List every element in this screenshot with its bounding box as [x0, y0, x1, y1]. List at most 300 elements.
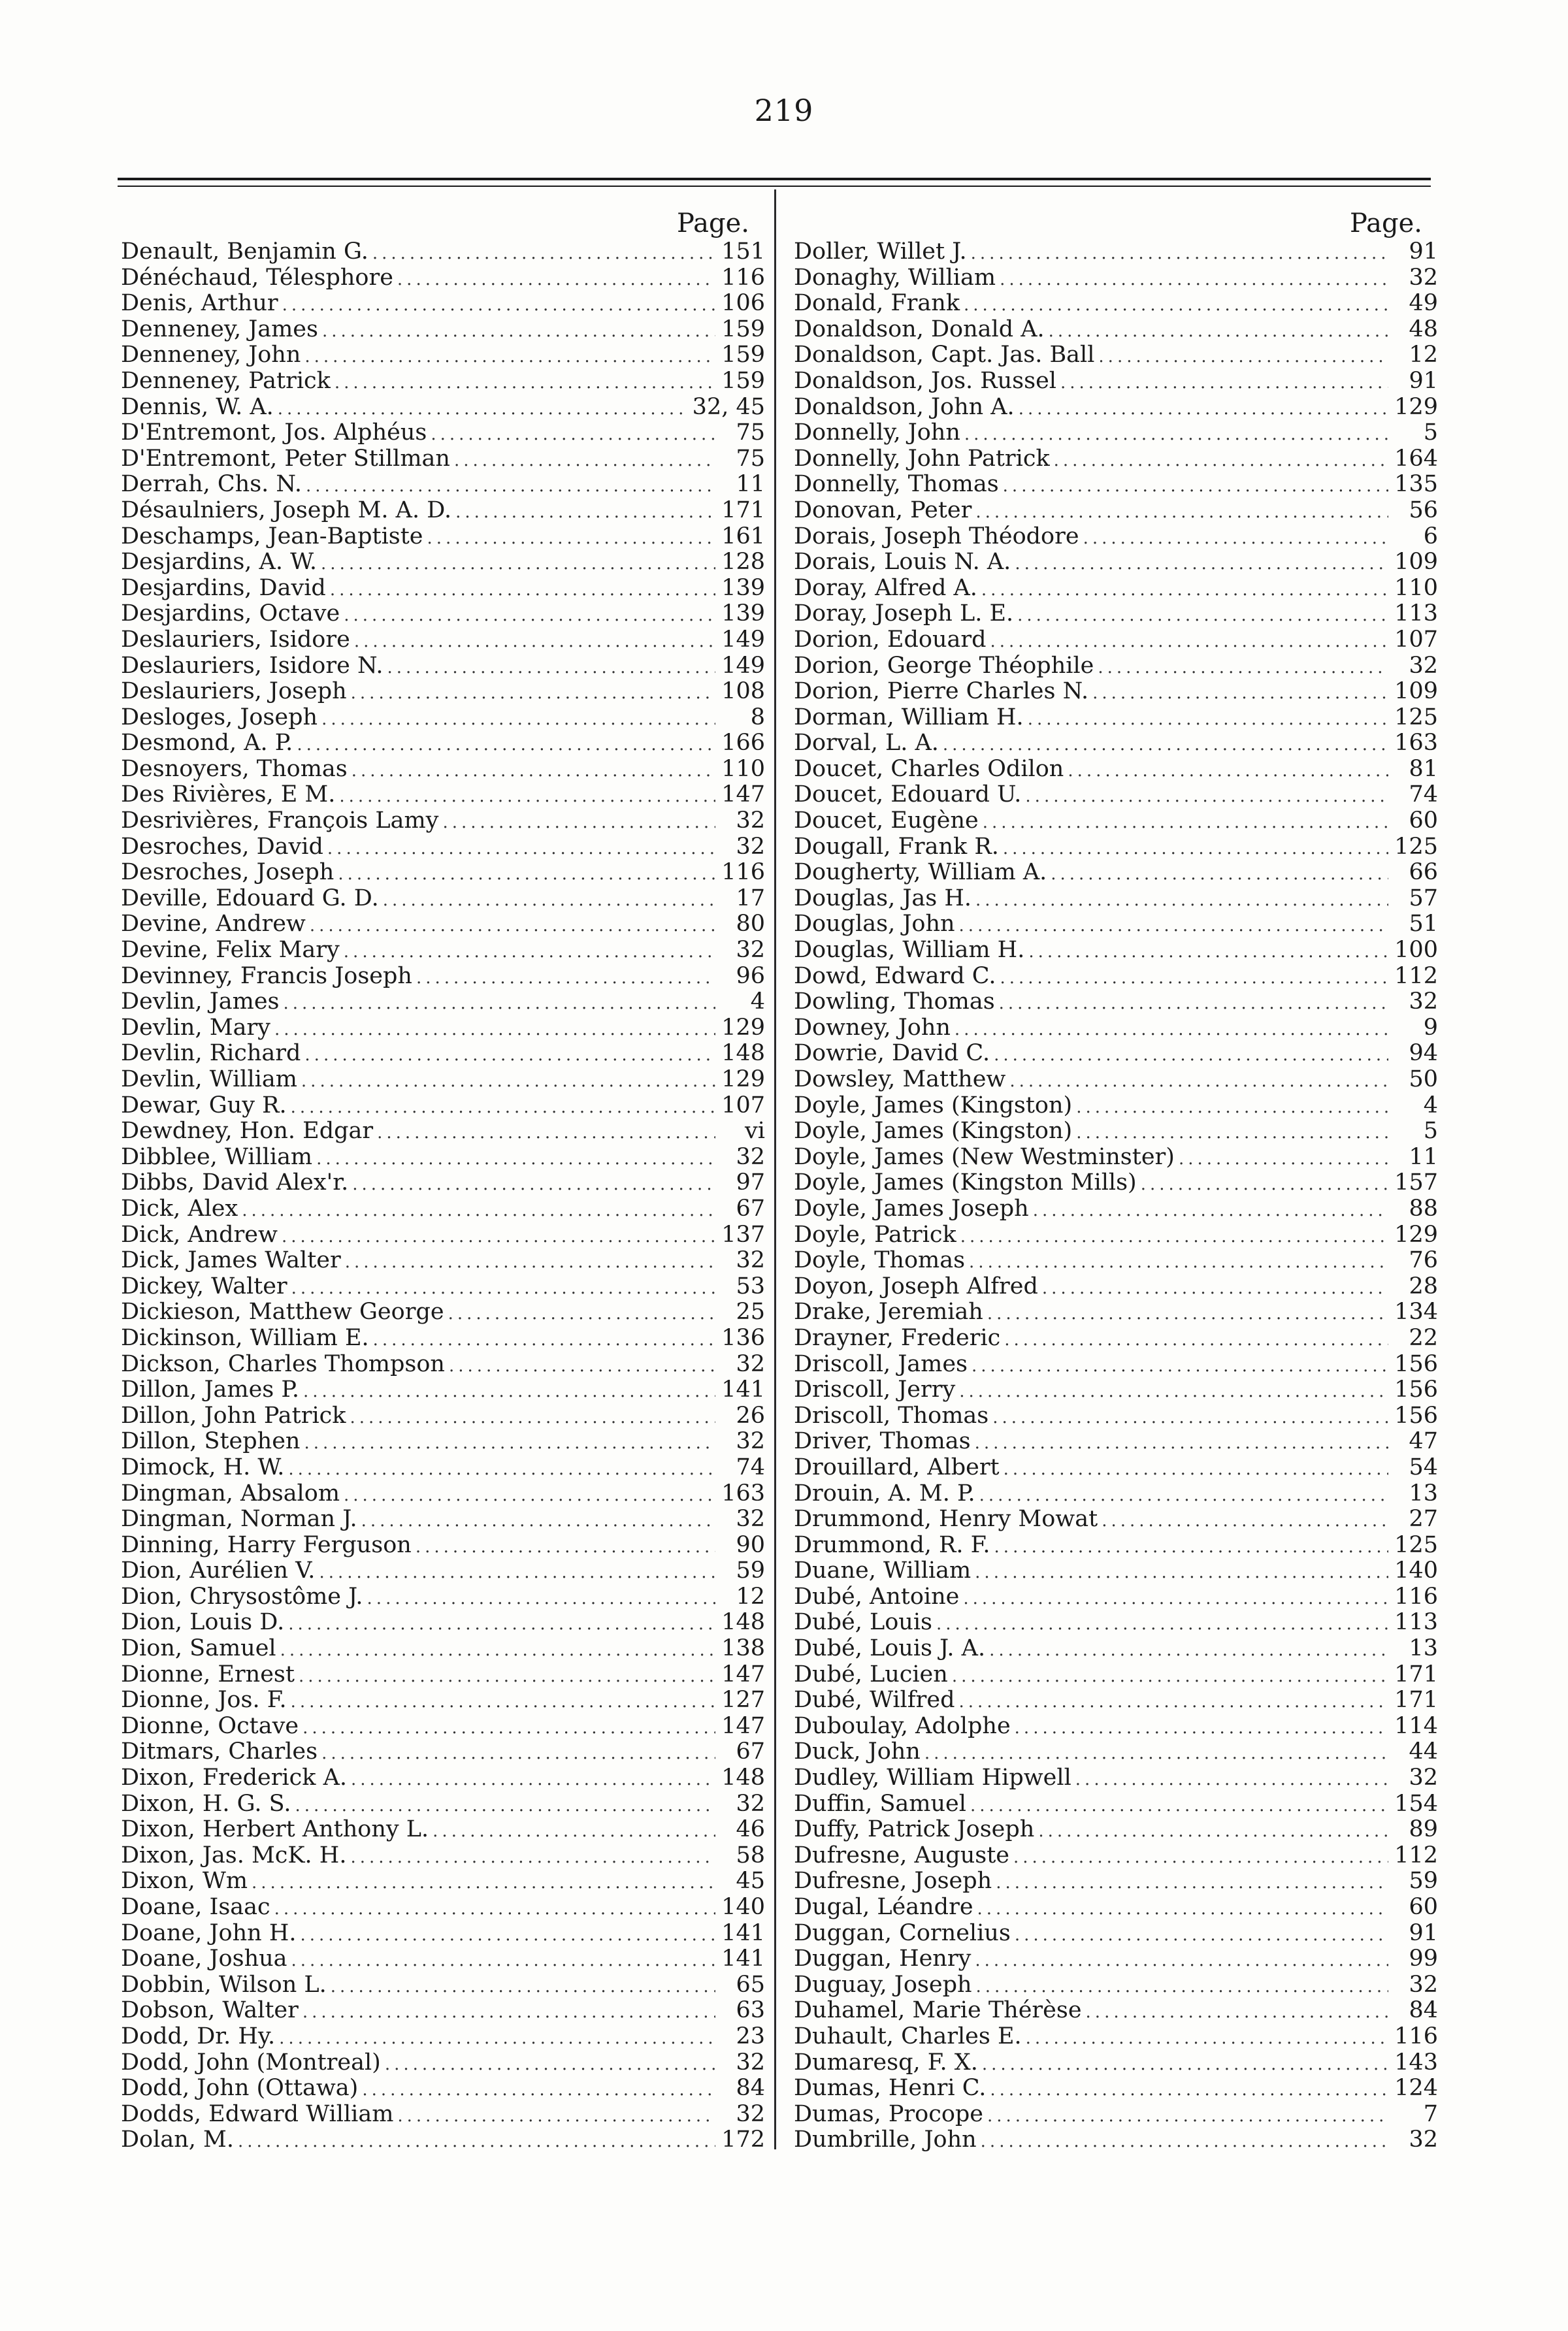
index-entry	[794, 1093, 1441, 1119]
entry-page: 59	[736, 1558, 765, 1584]
entry-page: 60	[1409, 1895, 1438, 1920]
index-entry	[121, 1895, 768, 1921]
entry-page: 112	[1394, 1842, 1438, 1868]
entry-page: 90	[736, 1532, 765, 1558]
index-entry	[794, 1895, 1441, 1921]
index-entry	[121, 1170, 768, 1196]
entry-page: 8	[750, 704, 765, 730]
entry-page: 7	[1423, 2101, 1438, 2127]
entry-page: 148	[721, 1765, 765, 1791]
index-entry	[794, 1636, 1441, 1662]
entry-name: Dionne, Octave	[121, 1713, 299, 1739]
entry-page: 53	[736, 1273, 765, 1299]
dot-leader	[959, 913, 1388, 937]
index-entry	[121, 1326, 768, 1352]
entry-page: 109	[1394, 549, 1438, 576]
index-entry	[794, 1196, 1441, 1222]
entry-name: Denneney, Patrick	[121, 368, 331, 394]
entry-name: Deschamps, Jean-Baptiste	[121, 523, 423, 549]
entry-name: Dixon, Wm	[121, 1868, 248, 1895]
entry-name: Devlin, William	[121, 1067, 297, 1092]
index-entry	[121, 1222, 768, 1248]
dot-leader	[1003, 474, 1388, 498]
entry-name: Derrah, Chs. N.	[121, 472, 302, 498]
index-entry	[794, 1455, 1441, 1481]
entry-page: 147	[721, 782, 765, 808]
index-entry	[794, 937, 1441, 964]
entry-page: 67	[736, 1739, 765, 1765]
entry-page: 84	[1409, 1998, 1438, 2024]
index-entry	[794, 498, 1441, 524]
entry-page: 94	[1409, 1041, 1438, 1067]
entry-page: 171	[1394, 1687, 1438, 1714]
index-entry	[121, 1662, 768, 1688]
entry-name: Doyle, James (New Westminster)	[794, 1144, 1175, 1170]
entry-name: Dickinson, William E.	[121, 1325, 369, 1351]
entry-name: Donnelly, John Patrick	[794, 446, 1050, 472]
dot-leader	[1019, 397, 1388, 421]
entry-name: Duguay, Joseph	[794, 1972, 972, 1998]
dot-leader	[983, 810, 1388, 834]
index-entry	[794, 1765, 1441, 1791]
index-entry	[794, 1248, 1441, 1274]
entry-name: Dorman, William H.	[794, 704, 1024, 730]
entry-page: 138	[721, 1636, 765, 1662]
index-entry	[121, 420, 768, 446]
index-entry	[794, 446, 1441, 472]
index-entry	[794, 1558, 1441, 1584]
entry-name: Dingman, Absalom	[121, 1480, 340, 1507]
dot-leader	[975, 500, 1388, 524]
entry-page: 32	[736, 1429, 765, 1455]
entry-name: Dumas, Henri C.	[794, 2076, 987, 2102]
index-entry	[121, 1403, 768, 1429]
entry-page: 141	[721, 1920, 765, 1946]
index-entry	[121, 989, 768, 1015]
entry-page: 51	[1409, 911, 1438, 937]
entry-name: Dougall, Frank R.	[794, 834, 999, 860]
entry-page: 57	[1409, 885, 1438, 911]
entry-page: 159	[721, 316, 765, 342]
dot-leader	[1003, 836, 1388, 860]
dot-leader	[1015, 551, 1388, 576]
index-entry	[794, 317, 1441, 343]
entry-name: Doucet, Charles Odilon	[794, 756, 1064, 782]
dot-leader	[964, 293, 1388, 317]
dot-leader	[351, 681, 715, 705]
index-entry	[794, 1222, 1441, 1248]
dot-leader	[385, 2052, 715, 2076]
dot-leader	[330, 578, 715, 602]
entry-name: Donaldson, Capt. Jas. Ball	[794, 342, 1095, 368]
entry-page: 147	[721, 1661, 765, 1687]
entry-page: 12	[1409, 342, 1438, 368]
index-entry	[794, 1868, 1441, 1895]
entry-name: Desjardins, A. W.	[121, 549, 318, 576]
entry-page: 136	[721, 1325, 765, 1351]
entry-name: Dubé, Antoine	[794, 1584, 960, 1610]
entry-page: 166	[721, 730, 765, 757]
entry-name: Dubé, Louis J. A.	[794, 1636, 986, 1662]
dot-leader	[288, 1457, 715, 1481]
index-entry	[794, 1998, 1441, 2024]
dot-leader	[970, 1793, 1388, 1818]
dot-leader	[362, 2078, 715, 2102]
dot-leader	[982, 2052, 1388, 2076]
entry-page: 32	[1409, 265, 1438, 291]
dot-leader	[969, 1250, 1388, 1274]
index-entry	[794, 886, 1441, 912]
index-entry	[794, 1921, 1441, 1947]
dot-leader	[996, 1870, 1388, 1895]
index-entry	[121, 1041, 768, 1067]
dot-leader	[304, 344, 715, 368]
index-entry	[794, 2102, 1441, 2128]
entry-page: 66	[1409, 860, 1438, 886]
entry-name: Dillon, James P.	[121, 1377, 299, 1403]
entry-page: 139	[721, 601, 765, 627]
entry-name: Dick, James Walter	[121, 1248, 341, 1274]
index-entry	[794, 653, 1441, 679]
entry-name: Denneney, James	[121, 316, 318, 342]
entry-page: 32	[736, 1507, 765, 1533]
dot-leader	[327, 836, 715, 860]
entry-name: Doray, Joseph L. E.	[794, 601, 1014, 627]
dot-leader	[300, 1923, 715, 1947]
index-column-left	[121, 208, 768, 2153]
entry-page: 50	[1409, 1067, 1438, 1092]
index-entry	[794, 291, 1441, 317]
entry-name: Dudley, William Hipwell	[794, 1765, 1071, 1791]
index-entry	[794, 2076, 1441, 2102]
entry-name: Dewar, Guy R.	[121, 1092, 287, 1118]
entry-name: Devine, Andrew	[121, 911, 306, 937]
index-entry	[121, 1118, 768, 1145]
index-entry	[794, 1352, 1441, 1378]
index-entry	[121, 1921, 768, 1947]
entry-page: 84	[736, 2076, 765, 2102]
entry-name: Dick, Andrew	[121, 1222, 278, 1248]
entry-page: 32	[1409, 1765, 1438, 1791]
index-entry	[121, 1196, 768, 1222]
dot-leader	[1028, 707, 1388, 731]
entry-name: Dodd, Dr. Hy.	[121, 2023, 276, 2049]
entry-page: 143	[1394, 2049, 1438, 2076]
entry-name: Dorval, L. A.	[794, 730, 939, 757]
dot-leader	[319, 1560, 715, 1584]
entry-page: 4	[1423, 1092, 1438, 1118]
entry-page: 56	[1409, 497, 1438, 523]
index-entry	[121, 2127, 768, 2153]
entry-name: Dénéchaud, Télesphore	[121, 265, 393, 291]
entry-name: Dorion, Pierre Charles N.	[794, 679, 1089, 705]
entry-name: Deslauriers, Isidore	[121, 627, 350, 653]
index-entry	[794, 1041, 1441, 1067]
entry-page: 149	[721, 653, 765, 679]
entry-name: Donnelly, Thomas	[794, 472, 999, 498]
dot-leader	[1076, 1095, 1388, 1119]
dot-leader	[1000, 267, 1388, 291]
entry-page: 129	[1394, 1222, 1438, 1248]
index-entry	[794, 265, 1441, 291]
dot-leader	[1033, 1198, 1388, 1222]
entry-page: 149	[721, 627, 765, 653]
dot-leader	[449, 1354, 715, 1378]
dot-leader	[367, 1586, 715, 1610]
entry-name: Denneney, John	[121, 342, 301, 368]
entry-page: 46	[736, 1817, 765, 1843]
index-entry	[121, 524, 768, 550]
entry-name: Dion, Louis D.	[121, 1610, 285, 1636]
entry-name: Douglas, William H.	[794, 937, 1025, 964]
entry-name: Dion, Chrysostôme J.	[121, 1584, 363, 1610]
entry-name: Duhamel, Marie Thérèse	[794, 1998, 1082, 2024]
column-divider	[774, 189, 776, 2149]
entry-page: 32	[1409, 2127, 1438, 2153]
index-entry	[794, 524, 1441, 550]
entry-page: 13	[1409, 1480, 1438, 1507]
dot-leader	[972, 1354, 1388, 1378]
index-entry	[121, 1714, 768, 1740]
dot-leader	[291, 1689, 715, 1714]
index-entry	[121, 368, 768, 395]
index-entry	[794, 1403, 1441, 1429]
entry-page: 156	[1394, 1377, 1438, 1403]
index-entry	[794, 1118, 1441, 1145]
dot-leader	[284, 991, 716, 1015]
dot-leader	[291, 1276, 715, 1300]
dot-leader	[322, 319, 715, 343]
entry-page: 116	[721, 265, 765, 291]
entry-name: Devlin, Richard	[121, 1041, 301, 1067]
entry-page: 32	[736, 834, 765, 860]
index-entry	[121, 239, 768, 265]
dot-leader	[338, 862, 715, 886]
entry-name: Dobson, Walter	[121, 1998, 299, 2024]
dot-leader	[994, 1043, 1388, 1067]
entry-page: 81	[1409, 756, 1438, 782]
dot-leader	[306, 474, 715, 498]
header-rule-thin	[118, 186, 1431, 187]
index-entry	[794, 911, 1441, 937]
entry-page: 75	[736, 446, 765, 472]
dot-leader	[1042, 1276, 1388, 1300]
index-entry	[121, 265, 768, 291]
entry-name: Duck, John	[794, 1739, 921, 1765]
dot-leader	[975, 888, 1388, 912]
entry-page: 74	[1409, 782, 1438, 808]
entry-name: Driscoll, Jerry	[794, 1377, 956, 1403]
entry-page: 26	[736, 1403, 765, 1429]
dot-leader	[1004, 1457, 1388, 1481]
dot-leader	[238, 2129, 715, 2153]
entry-name: Donaghy, William	[794, 265, 996, 291]
dot-leader	[303, 1379, 715, 1403]
entry-page: 171	[1394, 1661, 1438, 1687]
entry-name: Duggan, Cornelius	[794, 1920, 1011, 1946]
entry-name: Drake, Jeremiah	[794, 1299, 983, 1326]
entry-page: 140	[721, 1895, 765, 1920]
entry-name: Dodd, John (Ottawa)	[121, 2076, 359, 2102]
dot-leader	[427, 526, 715, 550]
entry-page: 32, 45	[692, 394, 765, 420]
entry-name: Désaulniers, Joseph M. A. D.	[121, 497, 452, 523]
dot-leader	[943, 732, 1388, 757]
dot-leader	[1026, 2026, 1388, 2050]
entry-name: Doyle, James (Kingston Mills)	[794, 1170, 1137, 1196]
entry-name: Dionne, Jos. F.	[121, 1687, 287, 1714]
entry-name: Ditmars, Charles	[121, 1739, 318, 1765]
entry-name: Desjardins, David	[121, 575, 326, 601]
index-entry	[794, 1326, 1441, 1352]
entry-name: Donald, Frank	[794, 291, 960, 317]
index-entry	[794, 2050, 1441, 2076]
index-entry	[794, 1739, 1441, 1765]
entry-page: 107	[1394, 627, 1438, 653]
entry-name: Dobbin, Wilson L.	[121, 1972, 327, 1998]
entry-page: 89	[1409, 1817, 1438, 1843]
entry-page: 91	[1409, 1920, 1438, 1946]
entry-name: Driscoll, Thomas	[794, 1403, 989, 1429]
index-entry	[794, 549, 1441, 576]
entry-name: Dufresne, Joseph	[794, 1868, 992, 1895]
entry-name: Dick, Alex	[121, 1196, 238, 1222]
entry-name: Douglas, Jas H.	[794, 885, 972, 911]
dot-leader	[1000, 966, 1388, 990]
index-entry	[794, 1299, 1441, 1326]
entry-page: 172	[721, 2127, 765, 2153]
index-entry	[121, 1429, 768, 1455]
entry-name: Desmond, A. P.	[121, 730, 293, 757]
entry-name: Dodds, Edward William	[121, 2101, 394, 2127]
entry-page: 159	[721, 342, 765, 368]
entry-page: 97	[736, 1170, 765, 1196]
index-entry	[794, 1662, 1441, 1688]
entry-name: Desnoyers, Thomas	[121, 756, 348, 782]
entry-name: Duggan, Henry	[794, 1946, 972, 1972]
index-entry	[121, 860, 768, 886]
entry-name: Drayner, Frederic	[794, 1325, 1001, 1351]
entry-page: 159	[721, 368, 765, 394]
index-entry	[794, 1791, 1441, 1818]
index-entry	[121, 342, 768, 368]
entry-name: Devlin, Mary	[121, 1015, 270, 1041]
index-entry	[121, 730, 768, 757]
dot-leader	[975, 1560, 1388, 1584]
index-entry	[794, 1843, 1441, 1869]
dot-leader	[1075, 1767, 1388, 1791]
entry-name: Dickey, Walter	[121, 1273, 287, 1299]
dot-leader	[295, 1793, 715, 1818]
entry-name: Dorais, Joseph Théodore	[794, 523, 1079, 549]
entry-name: Dixon, Herbert Anthony L.	[121, 1817, 429, 1843]
entry-name: Drummond, R. F.	[794, 1532, 990, 1558]
dot-leader	[959, 1689, 1388, 1714]
dot-leader	[377, 1120, 715, 1145]
entry-page: 140	[1394, 1558, 1438, 1584]
dot-leader	[304, 1431, 715, 1455]
entry-list	[794, 239, 1441, 2153]
index-entry	[794, 1714, 1441, 1740]
index-entry	[794, 239, 1441, 265]
entry-name: Desrivières, François Lamy	[121, 808, 439, 834]
dot-leader	[1017, 603, 1388, 627]
entry-name: Denis, Arthur	[121, 291, 278, 317]
entry-page: 127	[721, 1687, 765, 1714]
index-entry	[121, 549, 768, 576]
entry-name: Dowd, Edward C.	[794, 963, 996, 989]
dot-leader	[344, 1483, 715, 1507]
dot-leader	[282, 293, 715, 317]
index-entry	[121, 1299, 768, 1326]
dot-leader	[304, 1043, 715, 1067]
index-entry	[121, 1998, 768, 2024]
index-entry	[794, 834, 1441, 860]
entry-list	[121, 239, 768, 2153]
index-entry	[794, 1584, 1441, 1610]
entry-name: Dufresne, Auguste	[794, 1842, 1009, 1868]
entry-name: Drummond, Henry Mowat	[794, 1507, 1098, 1533]
index-entry	[794, 782, 1441, 808]
index-entry	[121, 1868, 768, 1895]
index-entry	[121, 446, 768, 472]
dot-leader	[279, 2026, 715, 2050]
entry-name: Dingman, Norman J.	[121, 1507, 357, 1533]
index-entry	[794, 627, 1441, 653]
dot-leader	[1051, 862, 1388, 886]
entry-page: 65	[736, 1972, 765, 1998]
index-entry	[121, 472, 768, 498]
index-entry	[121, 1739, 768, 1765]
dot-leader	[1086, 2000, 1388, 2024]
index-entry	[121, 834, 768, 860]
index-entry	[794, 1687, 1441, 1714]
entry-page: 163	[721, 1480, 765, 1507]
entry-name: Dion, Aurélien V.	[121, 1558, 316, 1584]
dot-leader	[955, 1017, 1388, 1041]
dot-leader	[387, 655, 715, 679]
entry-page: 27	[1409, 1507, 1438, 1533]
entry-name: Dumaresq, F. X.	[794, 2049, 978, 2076]
dot-leader	[288, 1612, 715, 1636]
dot-leader	[987, 1301, 1388, 1326]
dot-leader	[989, 1638, 1388, 1662]
entry-name: Dewdney, Hon. Edgar	[121, 1118, 374, 1145]
index-entry	[121, 1015, 768, 1041]
dot-leader	[1068, 758, 1388, 783]
index-entry	[794, 860, 1441, 886]
index-entry	[794, 1015, 1441, 1041]
entry-page: 23	[736, 2023, 765, 2049]
entry-page: 106	[721, 291, 765, 317]
entry-page: 76	[1409, 1248, 1438, 1274]
index-entry	[794, 1377, 1441, 1403]
dot-leader	[924, 1741, 1388, 1765]
dot-leader	[1015, 1923, 1388, 1947]
dot-leader	[964, 422, 1388, 446]
entry-name: Dillon, Stephen	[121, 1429, 301, 1455]
index-entry	[121, 1093, 768, 1119]
index-entry	[794, 1533, 1441, 1559]
dot-leader	[1025, 784, 1388, 808]
entry-page: 32	[736, 1791, 765, 1817]
entry-page: 116	[1394, 1584, 1438, 1610]
index-entry	[121, 937, 768, 964]
entry-page: 32	[736, 2049, 765, 2076]
entry-page: 137	[721, 1222, 765, 1248]
entry-page: vi	[745, 1118, 765, 1145]
index-entry	[121, 1145, 768, 1171]
